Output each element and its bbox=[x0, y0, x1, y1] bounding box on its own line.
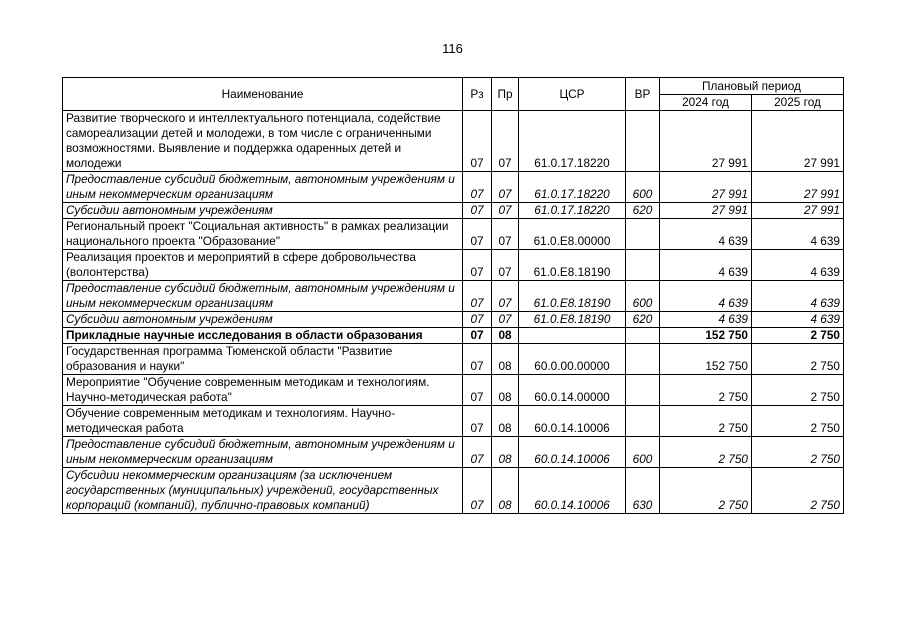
cell-pr: 07 bbox=[492, 281, 519, 312]
cell-pr: 08 bbox=[492, 344, 519, 375]
cell-vr: 620 bbox=[626, 203, 660, 219]
cell-2025: 2 750 bbox=[752, 328, 844, 344]
table-body bbox=[63, 111, 844, 514]
cell-csr bbox=[519, 328, 626, 344]
header-csr: ЦСР bbox=[519, 78, 626, 111]
cell-pr: 08 bbox=[492, 375, 519, 406]
cell-csr: 60.0.14.10006 bbox=[519, 406, 626, 437]
header-pr: Пр bbox=[492, 78, 519, 111]
cell-2025: 2 750 bbox=[752, 344, 844, 375]
cell-pr: 07 bbox=[492, 219, 519, 250]
cell-name: Развитие творческого и интеллектуального потенциала, содействие самореализации детей и молодежи, в том числе с ограниченными возможностями. Выявление и поддержка одаренных детей и молодежи bbox=[63, 111, 463, 172]
cell-rz: 07 bbox=[463, 437, 492, 468]
cell-2025: 2 750 bbox=[752, 437, 844, 468]
cell-vr bbox=[626, 375, 660, 406]
table-row bbox=[63, 172, 844, 203]
cell-name: Субсидии автономным учреждениям bbox=[63, 203, 463, 219]
cell-2024: 2 750 bbox=[660, 437, 752, 468]
cell-vr bbox=[626, 219, 660, 250]
cell-vr bbox=[626, 328, 660, 344]
cell-pr: 07 bbox=[492, 312, 519, 328]
cell-rz: 07 bbox=[463, 328, 492, 344]
page-number: 116 bbox=[442, 41, 463, 56]
table-row bbox=[63, 111, 844, 172]
cell-rz: 07 bbox=[463, 375, 492, 406]
cell-name: Предоставление субсидий бюджетным, автономным учреждениям и иным некоммерческим организациям bbox=[63, 281, 463, 312]
header-year-2025: 2025 год bbox=[752, 95, 844, 111]
cell-csr: 60.0.14.00000 bbox=[519, 375, 626, 406]
cell-csr: 61.0.Е8.18190 bbox=[519, 312, 626, 328]
cell-rz: 07 bbox=[463, 344, 492, 375]
table-row bbox=[63, 375, 844, 406]
cell-pr: 08 bbox=[492, 437, 519, 468]
cell-2024: 27 991 bbox=[660, 111, 752, 172]
table-row bbox=[63, 468, 844, 514]
cell-pr: 07 bbox=[492, 111, 519, 172]
cell-vr: 620 bbox=[626, 312, 660, 328]
cell-2024: 27 991 bbox=[660, 172, 752, 203]
table-row bbox=[63, 437, 844, 468]
cell-rz: 07 bbox=[463, 312, 492, 328]
cell-csr: 61.0.17.18220 bbox=[519, 203, 626, 219]
cell-name: Обучение современным методикам и технологиям. Научно-методическая работа bbox=[63, 406, 463, 437]
table-row bbox=[63, 406, 844, 437]
cell-rz: 07 bbox=[463, 172, 492, 203]
cell-vr bbox=[626, 111, 660, 172]
cell-2024: 2 750 bbox=[660, 375, 752, 406]
cell-2025: 2 750 bbox=[752, 468, 844, 514]
table-row bbox=[63, 203, 844, 219]
table-row bbox=[63, 219, 844, 250]
cell-vr: 600 bbox=[626, 437, 660, 468]
cell-2025: 27 991 bbox=[752, 203, 844, 219]
cell-vr bbox=[626, 250, 660, 281]
cell-pr: 08 bbox=[492, 328, 519, 344]
cell-2024: 4 639 bbox=[660, 250, 752, 281]
cell-rz: 07 bbox=[463, 219, 492, 250]
cell-name: Предоставление субсидий бюджетным, автономным учреждениям и иным некоммерческим организациям bbox=[63, 172, 463, 203]
cell-csr: 61.0.Е8.18190 bbox=[519, 250, 626, 281]
table-row bbox=[63, 250, 844, 281]
header-planned-period: Плановый период bbox=[660, 78, 844, 95]
cell-name: Государственная программа Тюменской области "Развитие образования и науки" bbox=[63, 344, 463, 375]
cell-rz: 07 bbox=[463, 468, 492, 514]
cell-vr bbox=[626, 344, 660, 375]
table-row bbox=[63, 328, 844, 344]
cell-2025: 4 639 bbox=[752, 219, 844, 250]
cell-2024: 2 750 bbox=[660, 406, 752, 437]
cell-name: Субсидии автономным учреждениям bbox=[63, 312, 463, 328]
cell-2025: 2 750 bbox=[752, 375, 844, 406]
cell-csr: 61.0.17.18220 bbox=[519, 172, 626, 203]
cell-2024: 152 750 bbox=[660, 344, 752, 375]
header-name: Наименование bbox=[63, 78, 463, 111]
cell-2024: 27 991 bbox=[660, 203, 752, 219]
cell-rz: 07 bbox=[463, 250, 492, 281]
cell-vr: 630 bbox=[626, 468, 660, 514]
cell-name: Мероприятие "Обучение современным методикам и технологиям. Научно-методическая работа" bbox=[63, 375, 463, 406]
cell-name: Предоставление субсидий бюджетным, автономным учреждениям и иным некоммерческим организациям bbox=[63, 437, 463, 468]
cell-rz: 07 bbox=[463, 203, 492, 219]
cell-2024: 152 750 bbox=[660, 328, 752, 344]
cell-2025: 27 991 bbox=[752, 172, 844, 203]
cell-rz: 07 bbox=[463, 406, 492, 437]
cell-csr: 61.0.Е8.18190 bbox=[519, 281, 626, 312]
cell-2024: 4 639 bbox=[660, 281, 752, 312]
cell-name: Субсидии некоммерческим организациям (за исключением государственных (муниципальных) учреждений, государственных корпораций (компаний), публично-правовых компаний) bbox=[63, 468, 463, 514]
cell-vr bbox=[626, 406, 660, 437]
cell-pr: 07 bbox=[492, 250, 519, 281]
cell-2024: 4 639 bbox=[660, 219, 752, 250]
cell-csr: 61.0.Е8.00000 bbox=[519, 219, 626, 250]
cell-csr: 60.0.14.10006 bbox=[519, 468, 626, 514]
cell-pr: 08 bbox=[492, 468, 519, 514]
cell-rz: 07 bbox=[463, 111, 492, 172]
cell-pr: 08 bbox=[492, 406, 519, 437]
budget-table bbox=[62, 77, 844, 514]
cell-name: Прикладные научные исследования в области образования bbox=[63, 328, 463, 344]
cell-csr: 60.0.00.00000 bbox=[519, 344, 626, 375]
cell-2024: 4 639 bbox=[660, 312, 752, 328]
cell-2024: 2 750 bbox=[660, 468, 752, 514]
table-row bbox=[63, 344, 844, 375]
cell-pr: 07 bbox=[492, 172, 519, 203]
cell-csr: 60.0.14.10006 bbox=[519, 437, 626, 468]
cell-name: Реализация проектов и мероприятий в сфере добровольчества (волонтерства) bbox=[63, 250, 463, 281]
cell-csr: 61.0.17.18220 bbox=[519, 111, 626, 172]
header-year-2024: 2024 год bbox=[660, 95, 752, 111]
cell-rz: 07 bbox=[463, 281, 492, 312]
cell-pr: 07 bbox=[492, 203, 519, 219]
cell-2025: 4 639 bbox=[752, 250, 844, 281]
cell-vr: 600 bbox=[626, 172, 660, 203]
cell-2025: 4 639 bbox=[752, 312, 844, 328]
cell-name: Региональный проект "Социальная активность" в рамках реализации национального проекта "Образование" bbox=[63, 219, 463, 250]
cell-2025: 2 750 bbox=[752, 406, 844, 437]
cell-2025: 27 991 bbox=[752, 111, 844, 172]
table-row bbox=[63, 281, 844, 312]
table-row bbox=[63, 312, 844, 328]
cell-vr: 600 bbox=[626, 281, 660, 312]
cell-2025: 4 639 bbox=[752, 281, 844, 312]
header-vr: ВР bbox=[626, 78, 660, 111]
header-rz: Рз bbox=[463, 78, 492, 111]
